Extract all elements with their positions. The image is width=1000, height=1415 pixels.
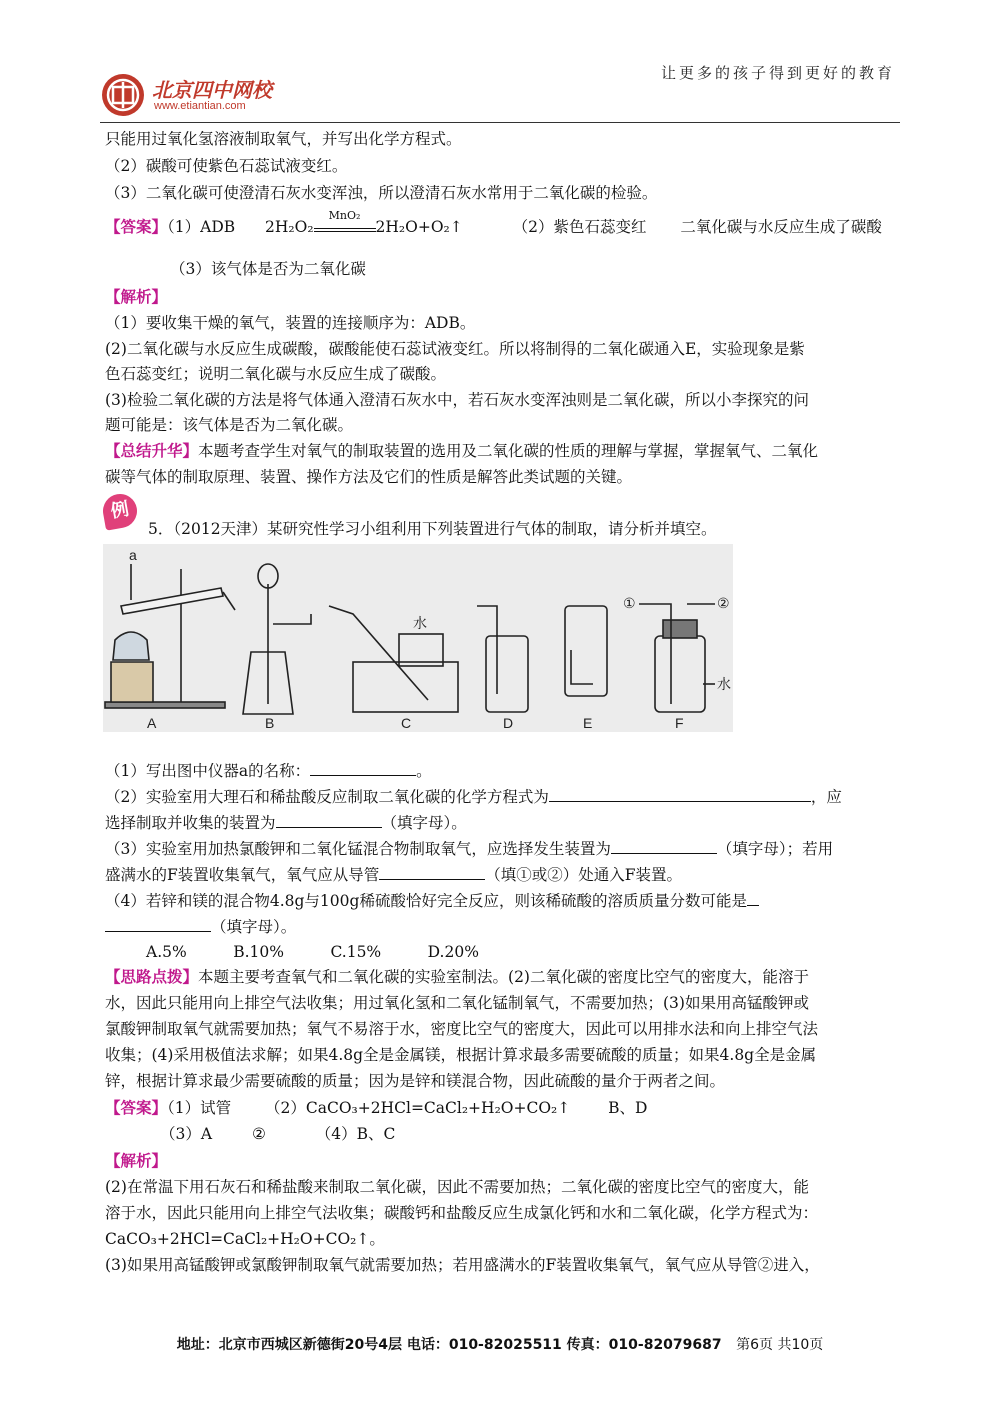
q5-part3b bbox=[105, 863, 682, 886]
test-tube bbox=[121, 588, 223, 614]
bottle-f bbox=[655, 636, 705, 712]
b-outlet bbox=[273, 614, 311, 624]
label-port-1: ① bbox=[623, 595, 636, 611]
text-line: 水，因此只能用向上排空气法收集；用过氧化氢和二氧化锰制氧气，不需要加热；(3)如果用高锰酸钾或 bbox=[105, 994, 809, 1012]
answer-1-part3: （3）该气体是否为二氧化碳 bbox=[170, 260, 366, 278]
logo-text: 北京四中网校 bbox=[152, 78, 272, 102]
q5-text: 盛满水的F装置收集氧气，氧气应从导管 bbox=[105, 866, 380, 884]
header-divider bbox=[100, 122, 900, 123]
text-line: (2)在常温下用石灰石和稀盐酸来制取二氧化碳，因此不需要加热；二氧化碳的密度比空气的密度大，能 bbox=[105, 1178, 809, 1196]
answer-part: （1）ADB bbox=[167, 218, 236, 236]
answer-part: （2）CaCO₃+2HCl=CaCl₂+H₂O+CO₂↑ bbox=[265, 1099, 571, 1117]
wood-block bbox=[111, 662, 153, 702]
logo-url: www.etiantian.com bbox=[154, 100, 246, 112]
example-badge bbox=[100, 491, 139, 530]
summary-line bbox=[105, 440, 818, 462]
apparatus-figure bbox=[103, 544, 733, 732]
q5-options: A.5% B.10% C.15% D.20% bbox=[146, 943, 479, 961]
q5-text: （3）实验室用加热氯酸钾和二氧化锰混合物制取氧气，应选择发生装置为 bbox=[105, 840, 611, 858]
hint-text: 本题主要考查氧气和二氧化碳的实验室制法。(2)二氧化碳的密度比空气的密度大，能溶于 bbox=[198, 968, 809, 986]
analysis-tag: 【解析】 bbox=[105, 288, 168, 306]
logo bbox=[100, 72, 300, 118]
footer-page: 第6页 共10页 bbox=[736, 1337, 824, 1353]
text-line: 溶于水，因此只能用向上排空气法收集；碳酸钙和盐酸反应生成氯化钙和水和二氧化碳，化学方程式为： bbox=[105, 1204, 819, 1222]
answer-blank bbox=[379, 863, 485, 880]
answer-blank bbox=[747, 889, 759, 906]
answer-tag: 【答案】 bbox=[105, 218, 168, 236]
stand-base bbox=[105, 702, 225, 708]
q5-text: 选择制取并收集的装置为 bbox=[105, 814, 276, 832]
example-badge-label: 例 bbox=[109, 498, 131, 523]
q5-text: （2）实验室用大理石和稀盐酸反应制取二氧化碳的化学方程式为 bbox=[105, 788, 549, 806]
answer-blank bbox=[549, 785, 811, 802]
label-a: a bbox=[129, 547, 137, 563]
q5-part4 bbox=[105, 889, 759, 912]
q5-part3 bbox=[105, 837, 833, 860]
q5-text: （1）写出图中仪器a的名称： bbox=[105, 762, 311, 780]
answer-blank bbox=[276, 811, 382, 828]
equation-arrow bbox=[314, 209, 376, 232]
hint-tag: 【思路点拨】 bbox=[105, 968, 199, 986]
apparatus-drawing bbox=[103, 544, 733, 732]
summary-tag: 【总结升华】 bbox=[105, 442, 199, 460]
page-footer bbox=[0, 1334, 1000, 1354]
text-line: (2)二氧化碳与水反应生成碳酸，碳酸能使石蕊试液变红。所以将制得的二氧化碳通入E，实验现象是紫 bbox=[105, 340, 805, 358]
label-port-2: ② bbox=[717, 595, 730, 611]
delivery-tube bbox=[223, 592, 235, 610]
answer-tag: 【答案】 bbox=[105, 1099, 168, 1117]
text-line: CaCO₃+2HCl=CaCl₂+H₂O+CO₂↑。 bbox=[105, 1230, 385, 1248]
text-line: 色石蕊变红；说明二氧化碳与水反应生成了碳酸。 bbox=[105, 365, 447, 383]
label-E: E bbox=[583, 715, 593, 731]
label-water-c: 水 bbox=[413, 615, 427, 631]
label-F: F bbox=[675, 715, 684, 731]
e-tube bbox=[571, 650, 593, 684]
question-5: 5．（2012天津）某研究性学习小组利用下列装置进行气体的制取，请分析并填空。 bbox=[148, 520, 717, 538]
q5-part4b bbox=[105, 915, 296, 938]
text-line: (3)如果用高锰酸钾或氯酸钾制取氧气就需要加热；若用盛满水的F装置收集氧气，氧气应从导管②进入， bbox=[105, 1256, 820, 1274]
logo-emblem-icon bbox=[100, 72, 146, 118]
q5-text: 。 bbox=[416, 762, 432, 780]
q5-part2 bbox=[105, 785, 842, 808]
text-line: 氯酸钾制取氧气就需要加热；氧气不易溶于水，密度比空气的密度大，因此可以用排水法和向上排空气法 bbox=[105, 1020, 819, 1038]
summary-text: 本题考查学生对氧气的制取装置的选用及二氧化碳的性质的理解与掌握，掌握氧气、二氧化 bbox=[198, 442, 819, 460]
q5-text: （填字母）。 bbox=[211, 918, 297, 936]
label-B: B bbox=[265, 715, 275, 731]
hint-line bbox=[105, 966, 809, 988]
footer-address: 地址：北京市西城区新德街20号4层 电话：010-82025511 传真：010-82079687 bbox=[176, 1337, 722, 1353]
text-line: （1）要收集干燥的氧气，装置的连接顺序为：ADB。 bbox=[105, 314, 476, 332]
q5-text: （填①或②）处通入F装置。 bbox=[485, 866, 683, 884]
label-C: C bbox=[401, 715, 412, 731]
text-line: 碳等气体的制取原理、装置、操作方法及它们的性质是解答此类试题的关键。 bbox=[105, 468, 633, 486]
answer-part: （4）B、C bbox=[315, 1125, 396, 1143]
lamp bbox=[113, 632, 149, 660]
text-line: 题可能是：该气体是否为二氧化碳。 bbox=[105, 416, 354, 434]
answer-2 bbox=[105, 1097, 647, 1119]
answer-1 bbox=[105, 209, 882, 238]
answer-part: （3）A bbox=[160, 1125, 213, 1143]
text-line: 只能用过氧化氢溶液制取氧气，并写出化学方程式。 bbox=[105, 130, 462, 148]
text-line: （2）碳酸可使紫色石蕊试液变红。 bbox=[105, 157, 348, 175]
q5-text: ，应 bbox=[810, 788, 842, 806]
q5-part1 bbox=[105, 759, 432, 782]
label-D: D bbox=[503, 715, 514, 731]
q5-text: （填字母）；若用 bbox=[716, 840, 834, 858]
answer-blank bbox=[105, 915, 211, 932]
stopper-f bbox=[663, 620, 697, 638]
equation-right: 2H₂O+O₂↑ bbox=[375, 218, 463, 236]
answer-part: 二氧化碳与水反应生成了碳酸 bbox=[680, 218, 882, 236]
answer-blank bbox=[310, 759, 416, 776]
label-A: A bbox=[147, 715, 157, 731]
q5-part2b bbox=[105, 811, 467, 834]
trough bbox=[353, 662, 458, 712]
answer-2b bbox=[160, 1123, 395, 1145]
text-line: 收集；(4)采用极值法求解；如果4.8g全是金属镁，根据计算求最多需要硫酸的质量；如果4.8g全是金属 bbox=[105, 1046, 817, 1064]
catalyst: MnO₂ bbox=[328, 209, 361, 222]
q5-text: （4）若锌和镁的混合物4.8g与100g稀硫酸恰好完全反应，则该稀硫酸的溶质质量分数可能是 bbox=[105, 892, 747, 910]
equation-left: 2H₂O₂ bbox=[265, 218, 314, 236]
text-line: (3)检验二氧化碳的方法是将气体通入澄清石灰水中，若石灰水变浑浊则是二氧化碳，所以小李探究的问 bbox=[105, 391, 809, 409]
d-tube bbox=[477, 606, 497, 694]
q5-text: （填字母）。 bbox=[381, 814, 467, 832]
header-slogan: 让更多的孩子得到更好的教育 bbox=[660, 64, 895, 82]
answer-part: （1）试管 bbox=[167, 1099, 232, 1117]
answer-blank bbox=[611, 837, 717, 854]
label-water-f: 水 bbox=[717, 676, 731, 692]
text-line: （3）二氧化碳可使澄清石灰水变浑浊，所以澄清石灰水常用于二氧化碳的检验。 bbox=[105, 184, 658, 202]
analysis-tag: 【解析】 bbox=[105, 1152, 168, 1170]
answer-part: ② bbox=[251, 1125, 266, 1143]
answer-part: （2）紫色石蕊变红 bbox=[512, 218, 647, 236]
bottle-d bbox=[486, 636, 528, 712]
text-line: 锌，根据计算求最少需要硫酸的质量；因为是锌和镁混合物，因此硫酸的量介于两者之间。 bbox=[105, 1072, 726, 1090]
answer-part: B、D bbox=[608, 1099, 648, 1117]
